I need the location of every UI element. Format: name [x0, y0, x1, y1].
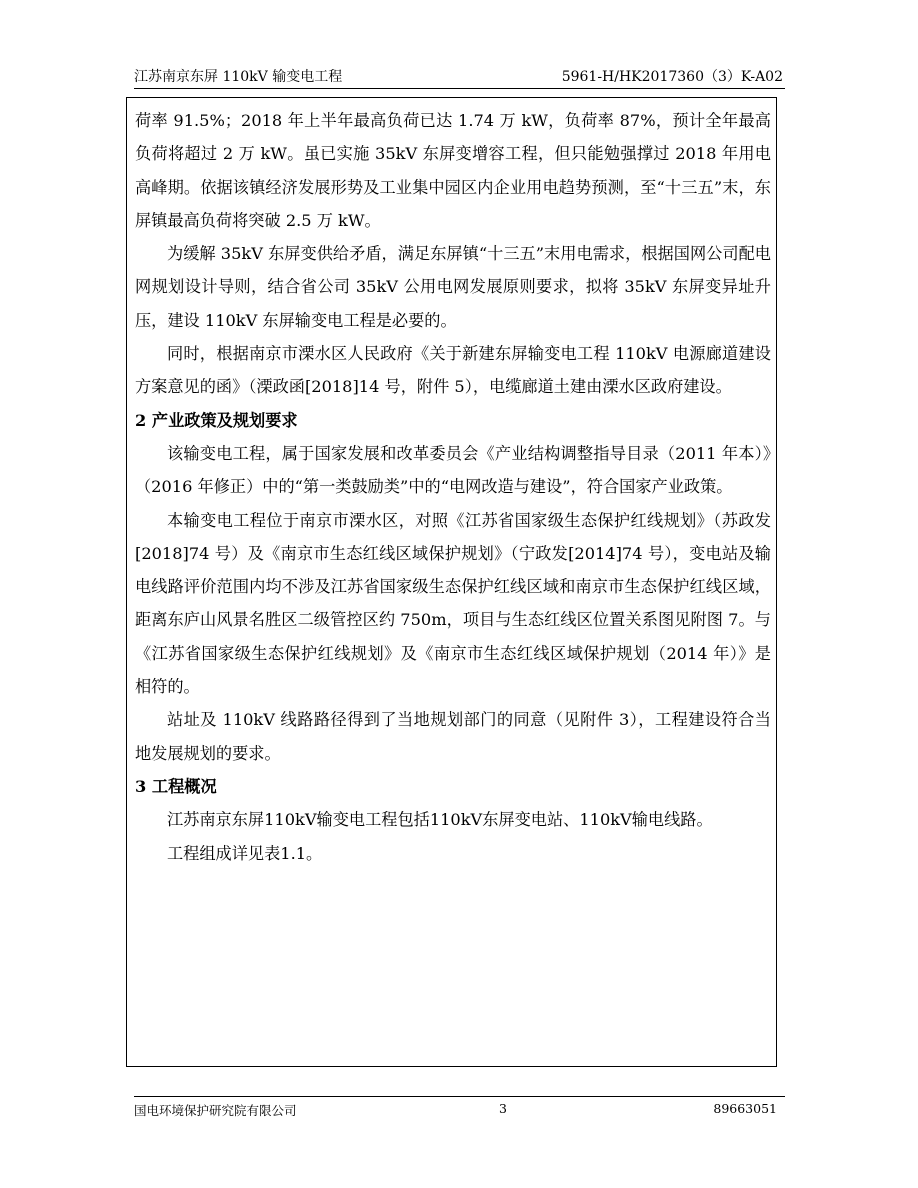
section-heading-overview: 3 工程概况	[135, 776, 217, 796]
footer-phone: 89663051	[713, 1101, 777, 1116]
header-title: 江苏南京东屏 110kV 输变电工程	[134, 69, 343, 85]
paragraph-project-scope: 江苏南京东屏110kV输变电工程包括110kV东屏变电站、110kV输电线路。	[167, 810, 713, 830]
paragraph-industry-policy: 该输变电工程，属于国家发展和改革委员会《产业结构调整指导目录（2011 年本）》（2016 年修正）中的“第一类鼓励类”中的“电网改造与建设”，符合国家产业政策。	[135, 443, 771, 497]
paragraph-table-ref: 工程组成详见表1.1。	[167, 843, 323, 863]
paragraph-load-forecast: 荷率 91.5%；2018 年上半年最高负荷已达 1.74 万 kW，负荷率 87%，预计全年最高负荷将超过 2 万 kW。虽已实施 35kV 东屏变增容工程，但只能勉强撑过 2018 年用电高峰期。依据该镇经济发展形势及工业集中园区内企业用电趋势预测，至“十三五”末，东屏镇最高负荷将突破 2.5 万 kW。	[135, 111, 771, 230]
page-header	[134, 66, 785, 89]
content-frame	[126, 97, 777, 1067]
footer-organization: 国电环境保护研究院有限公司	[134, 1103, 297, 1118]
content-body	[135, 104, 771, 870]
header-doc-code: 5961-H/HK2017360（3）K-A02	[561, 69, 783, 85]
section-heading-policy: 2 产业政策及规划要求	[135, 410, 298, 430]
paragraph-necessity: 为缓解 35kV 东屏变供给矛盾，满足东屏镇“十三五”末用电需求，根据国网公司配电网规划设计导则，结合省公司 35kV 公用电网发展原则要求，拟将 35kV 东屏变异址升压，建设 110kV 东屏输变电工程是必要的。	[135, 244, 771, 330]
paragraph-ecological-redline: 本输变电工程位于南京市溧水区，对照《江苏省国家级生态保护红线规划》（苏政发[2018]74 号）及《南京市生态红线区域保护规划》（宁政发[2014]74 号），变电站及输电线路评价范围内均不涉及江苏省国家级生态保护红线区域和南京市生态保护红线区域，距离东庐山风景名胜区二级管控区约 750m，项目与生态红线区位置关系图见附图 7。与《江苏省国家级生态保护红线规划》及《南京市生态红线区域保护规划（2014 年）》是相符的。	[135, 510, 771, 697]
paragraph-corridor: 同时，根据南京市溧水区人民政府《关于新建东屏输变电工程 110kV 电源廊道建设方案意见的函》（溧政函[2018]14 号，附件 5），电缆廊道土建由溧水区政府建设。	[135, 344, 771, 397]
paragraph-planning-approval: 站址及 110kV 线路路径得到了当地规划部门的同意（见附件 3），工程建设符合当地发展规划的要求。	[135, 710, 771, 763]
footer-page-number: 3	[499, 1101, 507, 1116]
page-footer	[134, 1096, 785, 1119]
